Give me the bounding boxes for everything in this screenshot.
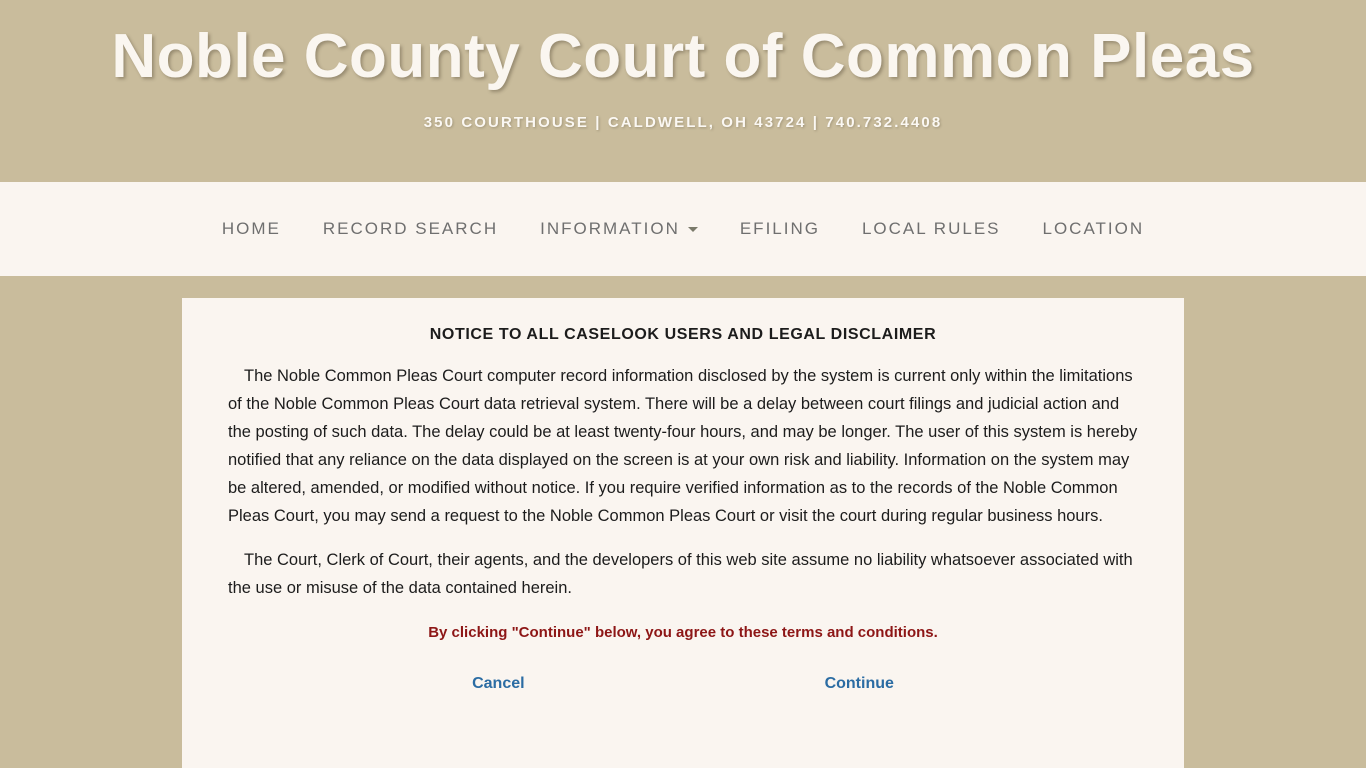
nav-item-label: HOME [221,219,281,238]
chevron-down-icon [688,227,698,232]
agreement-notice: By clicking "Continue" below, you agree to these terms and conditions. [428,624,938,641]
page-body [0,276,1366,768]
nav-item-label: LOCATION [1042,219,1145,238]
nav-item-local-rules[interactable] [841,219,1022,239]
disclaimer-heading: NOTICE TO ALL CASELOOK USERS AND LEGAL DISCLAIMER [429,326,937,343]
main-navigation [0,182,1366,276]
nav-item-label: EFILING [739,219,820,238]
site-address: 350 COURTHOUSE | CALDWELL, OH 43724 | 740.732.4408 [423,114,943,131]
cancel-button[interactable]: Cancel [472,675,525,692]
nav-item-information[interactable] [519,219,719,239]
disclaimer-paragraph-1: The Noble Common Pleas Court computer record information disclosed by the system is current only within the limitations of the Noble Common Pleas Court data retrieval system. There will be a delay between court filings and judicial action and the posting of such data. The delay could be at least twenty-four hours, and may be longer. The user of this system is hereby notified that any reliance on the data displayed on the screen is at your own risk and liability. Information on the system may be altered, amended, or modified without notice. If you require verified information as to the records of the Noble Common Pleas Court, you may send a request to the Noble Common Pleas Court or visit the court during regular business hours. [228,367,1138,525]
nav-item-label: LOCAL RULES [861,219,1001,238]
nav-item-record-search[interactable] [302,219,519,239]
nav-item-home[interactable] [201,219,302,239]
site-header [0,0,1366,182]
nav-item-efiling[interactable] [719,219,841,239]
action-button-row [228,675,1138,693]
continue-button[interactable]: Continue [824,675,894,692]
nav-item-location[interactable] [1022,219,1166,239]
disclaimer-card [182,298,1184,768]
disclaimer-paragraph-2: The Court, Clerk of Court, their agents, and the developers of this web site assume no liability whatsoever associated with the use or misuse of the data contained herein. [228,551,1133,597]
page-title: Noble County Court of Common Pleas [111,22,1255,91]
nav-item-label: RECORD SEARCH [322,219,499,238]
nav-item-label: INFORMATION [540,219,680,238]
